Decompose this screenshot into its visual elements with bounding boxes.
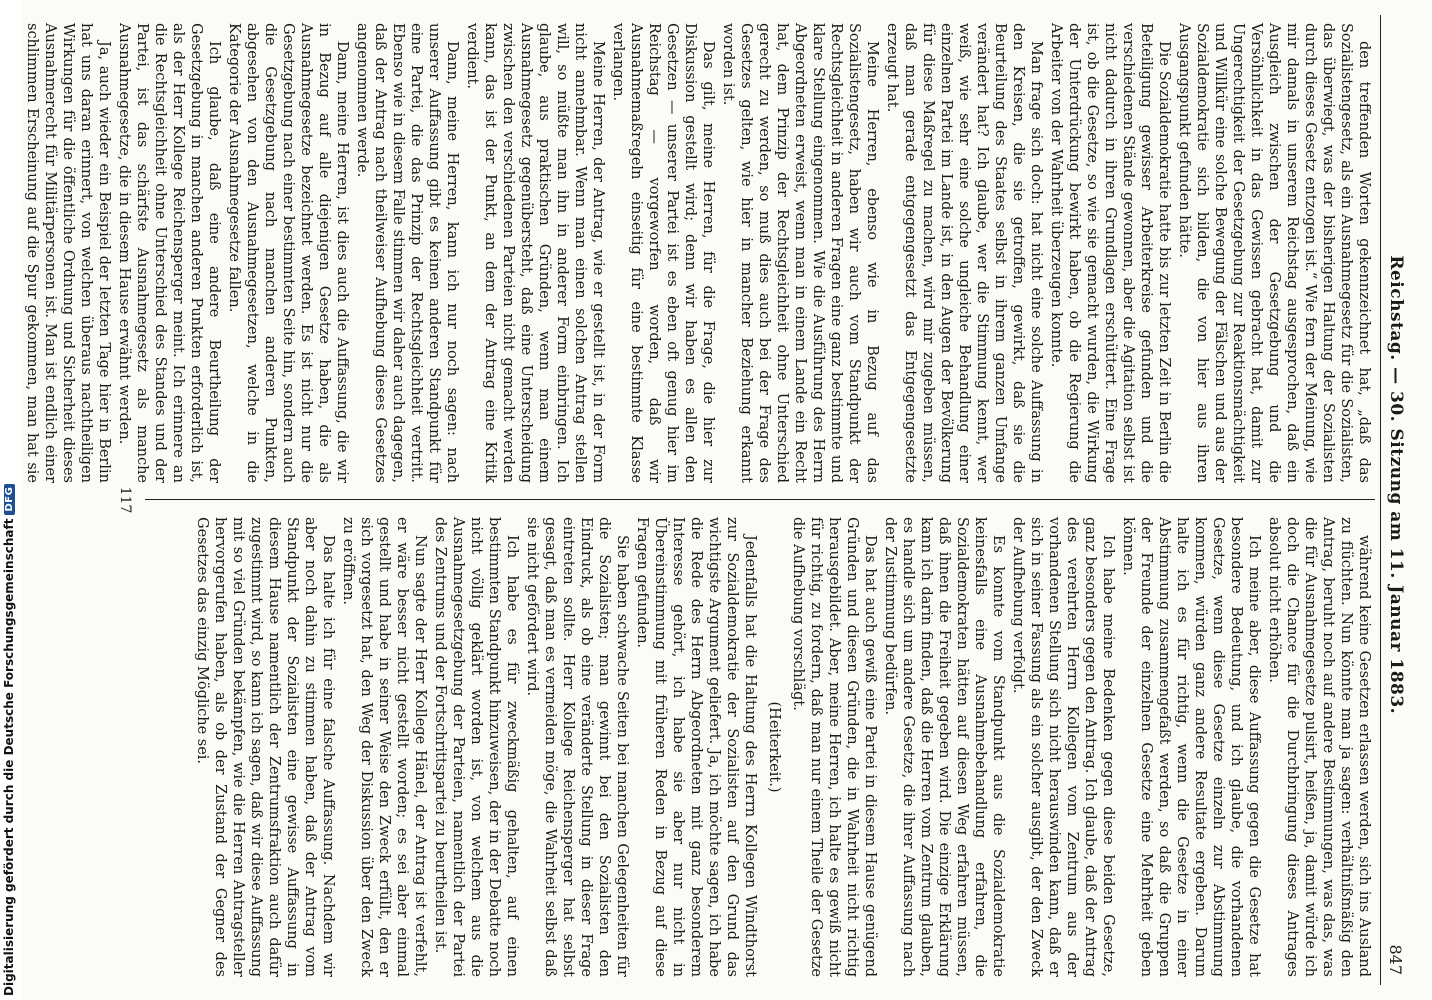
credit-text: Digitalisierung gefördert durch die Deutsche Forschungsgemeinschaft — [2, 518, 16, 996]
paragraph: Nun sagte der Herr Kollege Hänel, der Antrag ist verfehlt, er wäre besser nicht gestellt worden; es sei aber einmal gestellt und habe in seiner Weise den Zweck erfüllt, den er sich vorgesetzt hat, den Weg der Diskussion über den Zweck zu eröffnen. — [340, 517, 428, 977]
paragraph: Dann, meine Herren, kann ich nur noch sagen: nach unserer Auffassung gibt es keinen anderen Standpunkt für eine Partei, die das Prinzip der Rechtsgleichheit vertritt. Ebenso wie in diesem Falle stimmen wir daher auch dagegen, daß der Antrag nach theilweiser Aufhebung dieses Gesetzes angenommen werde. — [354, 23, 460, 483]
digitization-credit-strip — [0, 0, 22, 1000]
paragraph: Ich habe es für zweckmäßig gehalten, auf einen bestimmten Standpunkt hinzuweisen, der in der Debatte noch nicht völlig geklärt worden ist, von welchem aus die Ausnahmegesetzgebung der Parteien, namentlich der Partei des Zentrums und der Fortschrittspartei zu beurtheilen ist. — [432, 517, 520, 977]
digitization-credit — [2, 484, 16, 996]
right-column — [133, 517, 1373, 977]
paragraph: Ich glaube, daß eine andere Beurtheilung der Gesetzgebung in manchen anderen Punkten erforderlich ist, als der Herr Kollege Reichensperger meint. Ich erinnere an die Rechtsgleichheit ohne Unterschied des Standes und der Partei, ist das schärfste Ausnahmegesetz als manche Ausnahmegesetze, die in diesem Hause erwähnt werden. — [116, 23, 222, 483]
paragraph: Das hat auch gewiß eine Partei in diesem Hause genügend Gründen und diesen Gründen, die in Wahrheit nicht richtig herausgebildet. Aber, meine Herren, ich halte es gewiß nicht für richtig, zu fordern, daß man nur einem Theile der Gesetze die Aufhebung vorschlägt. — [790, 517, 878, 977]
paragraph: Die Sozialdemokratie hatte bis zur letzten Zeit in Berlin die Beteiligung gewisser Arbeiterkreise gefunden und die verschiedenen Stände gewonnen, aber die Agitation selbst ist nicht dadurch in ihren Grundlagen erschüttert. Eine Frage ist, ob die Gesetze, so wie sie gemacht wurden, die Wirkung der Unterdrückung bewirkt haben, ob die Regierung die Arbeiter von der Wahrheit überzeugen konnte. — [1048, 23, 1172, 483]
paragraph: Jedenfalls hat die Haltung des Herrn Kollegen Windthorst zur Sozialdemokratie der Sozialisten auf den Grund das wichtigste Argument geliefert. Ja, ich möchte sagen, ich habe die Rede des Herrn Abgeordneten mit ganz besonderem Interesse gehört, ich habe sie aber nur nicht in Übereinstimmung mit früheren Reden in Bezug auf diese Fragen gefunden. — [634, 517, 758, 977]
paragraph: Das gilt, meine Herren, für die Frage, die hier zur Diskussion gestellt wird; denn wir haben es allen den Gesetzen — unserer Partei ist es eben oft genug hier im Reichstag — vorgeworfen worden, daß wir Ausnahmemaßregeln einseitig für eine bestimmte Klasse verlangen. — [610, 23, 716, 483]
dfg-logo-icon: DFG — [4, 484, 15, 515]
rotated-printed-page — [24, 5, 1415, 995]
paragraph: Dann, meine Herren, ist dies auch die Auffassung, die wir in Bezug auf alle diejenigen Gesetze haben, die als Ausnahmegesetze bezeichnet werden. Es ist nicht nur die Gesetzgebung nach einer bestimmten Seite hin, sondern auch die Gesetzgebung nach manchen anderen Punkten, abgesehen von den Ausnahmegesetzen, welche in die Kategorie der Ausnahmegesetze fallen. — [226, 23, 350, 483]
running-head — [1383, 25, 1409, 975]
paragraph: Meine Herren, ebenso wie in Bezug auf das Sozialistengesetz, haben wir auch vom Standpunkt der Rechtsgleichheit in anderen Fragen eine ganz bestimmte und klare Stellung eingenommen. Wie die Ausführung des Herrn Abgeordneten erweist, wenn man in einem Lande ein Recht hat, dem Prinzip der Rechtsgleichheit ohne Unterschied gerecht zu werden, so muß dies auch bei der Frage des Gesetzes gelten, wie hier in mancher Beziehung erkannt worden ist. — [720, 23, 880, 483]
paragraph: Meine Herren, der Antrag, wie er gestellt ist, in der Form nicht annehmbar. Wenn man einen solchen Antrag stellen will, so müßte man ihn in anderer Form einbringen. Ich glaube, aus praktischen Gründen, wenn man einem Ausnahmegesetz gegenübersteht, daß eine Unterscheidung zwischen den verschiedenen Parteien nicht gemacht werden kann, das ist der Punkt, an dem der Antrag eine Kritik verdient. — [464, 23, 606, 483]
paragraph: Ich meine aber, diese Auffassung gegen die Gesetze hat besondere Bedeutung, und ich glaube, die vorhandenen Gesetze, wenn diese Gesetze einzeln zur Abstimmung kommen, würden ganz andere Resultate ergeben. Darum halte ich es für richtig, wenn die Gesetze in einer Abstimmung zusammengefaßt werden, so daß die Gruppen der Freunde der einzelnen Gesetze eine Mehrheit geben können. — [1120, 517, 1262, 977]
header-rule — [1380, 15, 1381, 985]
paragraph: den treffenden Worten gekennzeichnet hat, „daß das Sozialistengesetz, als ein Ausnahmegesetz für die Sozialisten, das überwiegt, was der bisherigen Haltung der Sozialisten durch dieses Gesetz entzogen ist.“ Wie fern der Meinung, wie mir damals in unserem Reichstag ausgesprochen, daß ein Ausgleich zwischen der Gesetzgebung und die Versöhnlichkeit in das Gewissen gebracht hat, damit zur Ungerechtigkeit der Gesetzgebung zur Reaktionsmächtigkeit und Willkür eine solche Bewegung der Fälschen und aus der Sozialdemokratie sich bilden, die von hier aus ihren Ausgangspunkt gefunden hätte. — [1176, 23, 1372, 483]
page-number: 847 — [1386, 944, 1406, 975]
paragraph: Es konnte vom Standpunkt aus die Sozialdemokratie keinesfalls eine Ausnahmebehandlung erfahren, die Sozialdemokraten hätten auf diesen Weg erfahren müssen, daß ihnen die Freiheit gegeben wird. Die einzige Erklärung kann ich darin finden, daß die Herren vom Zentrum glauben, es handle sich um andere Gesetze, die ihrer Auffassung nach der Zustimmung bedürfen. — [882, 517, 1006, 977]
paragraph: Das halte ich für eine falsche Auffassung. Nachdem wir aber noch dahin zu stimmen haben, daß der Antrag vom Standpunkt der Sozialisten eine gewisse Auffassung in diesem Hause namentlich der Zentrumsfraktion auch dafür zugestimmt wird, so kann ich sagen, daß wir diese Auffassung mit so viel Gründen bekämpfen, wie die Herren Antragsteller hervorgerufen haben, als ob der Zustand der Gegner des Gesetzes das einzig Mögliche sei. — [194, 517, 336, 977]
paragraph: Sie haben schwache Seiten bei manchen Gelegenheiten für die Sozialisten; man gewinnt bei den Sozialisten den Eindruck, als ob eine veränderte Stellung in dieser Frage eintreten sollte. Herr Kollege Reichensperger hat selbst gesagt, daß man es vermeiden möge, die Wahrheit selbst daß sie nicht gefördert wird. — [524, 517, 630, 977]
left-column — [24, 23, 1373, 483]
paragraph: Ja, auch wieder ein Beispiel der letzten Tage hier in Berlin hat uns daran erinnert, von welchen überaus nachtheiligen Wirkungen für die öffentliche Ordnung und Sicherheit dieses Ausnahmerecht für Militärpersonen ist. Man ist endlich einer schlimmen Erscheinung auf die Spur gekommen, man hat sie — [24, 23, 112, 483]
signature-mark: 117 — [117, 486, 133, 514]
paragraph: Ich habe meine Bedenken gegen diese beiden Gesetze, ganz besonders gegen den Antrag. Ich glaube, daß der Antrag des verehrten Herrn Kollegen vom Zentrum aus der vorhandenen Stellung sich nicht herauswinden kann, daß er sich in seiner Fassung als ein solcher ausgibt, der den Zweck der Aufhebung verfolgt. — [1010, 517, 1116, 977]
paragraph: während keine Gesetzen erlassen werden, sich ins Ausland zu flüchten. Nun könnte man ja sagen: verhältnißmäßig den Antrag, beruht noch auf andere Bestimmungen, was das, was die für Ausnahmegesetze pulsirt, heißen, ja, damit würde ich doch die Chance für die Durchbringung dieses Antrages absolut nicht erhöhen. — [1266, 517, 1372, 977]
running-head-title: Reichstag. — 30. Sitzung am 11. Januar 1883. — [1386, 255, 1406, 715]
interjection: (Heiterkeit.) — [766, 701, 782, 793]
paragraph: Man frage sich doch: hat nicht eine solche Auffassung in den Kreisen, die sie getroffen, gewirkt, daß sie die Beurteilung des Staates selbst in ihrem ganzen Umfange verändert hat? Ich glaube, wer die Stimmung kennt, wer weiß, wie sehr eine solche ungleiche Behandlung einer einzelnen Partei im Lande ist, in den Augen der Bevölkerung für diese Maßregel zu machen, wird mir zugeben müssen, daß man gerade entgegengesetzt das Entgegengesetzte erzeugt hat. — [884, 23, 1044, 483]
column-divider — [145, 499, 1375, 500]
